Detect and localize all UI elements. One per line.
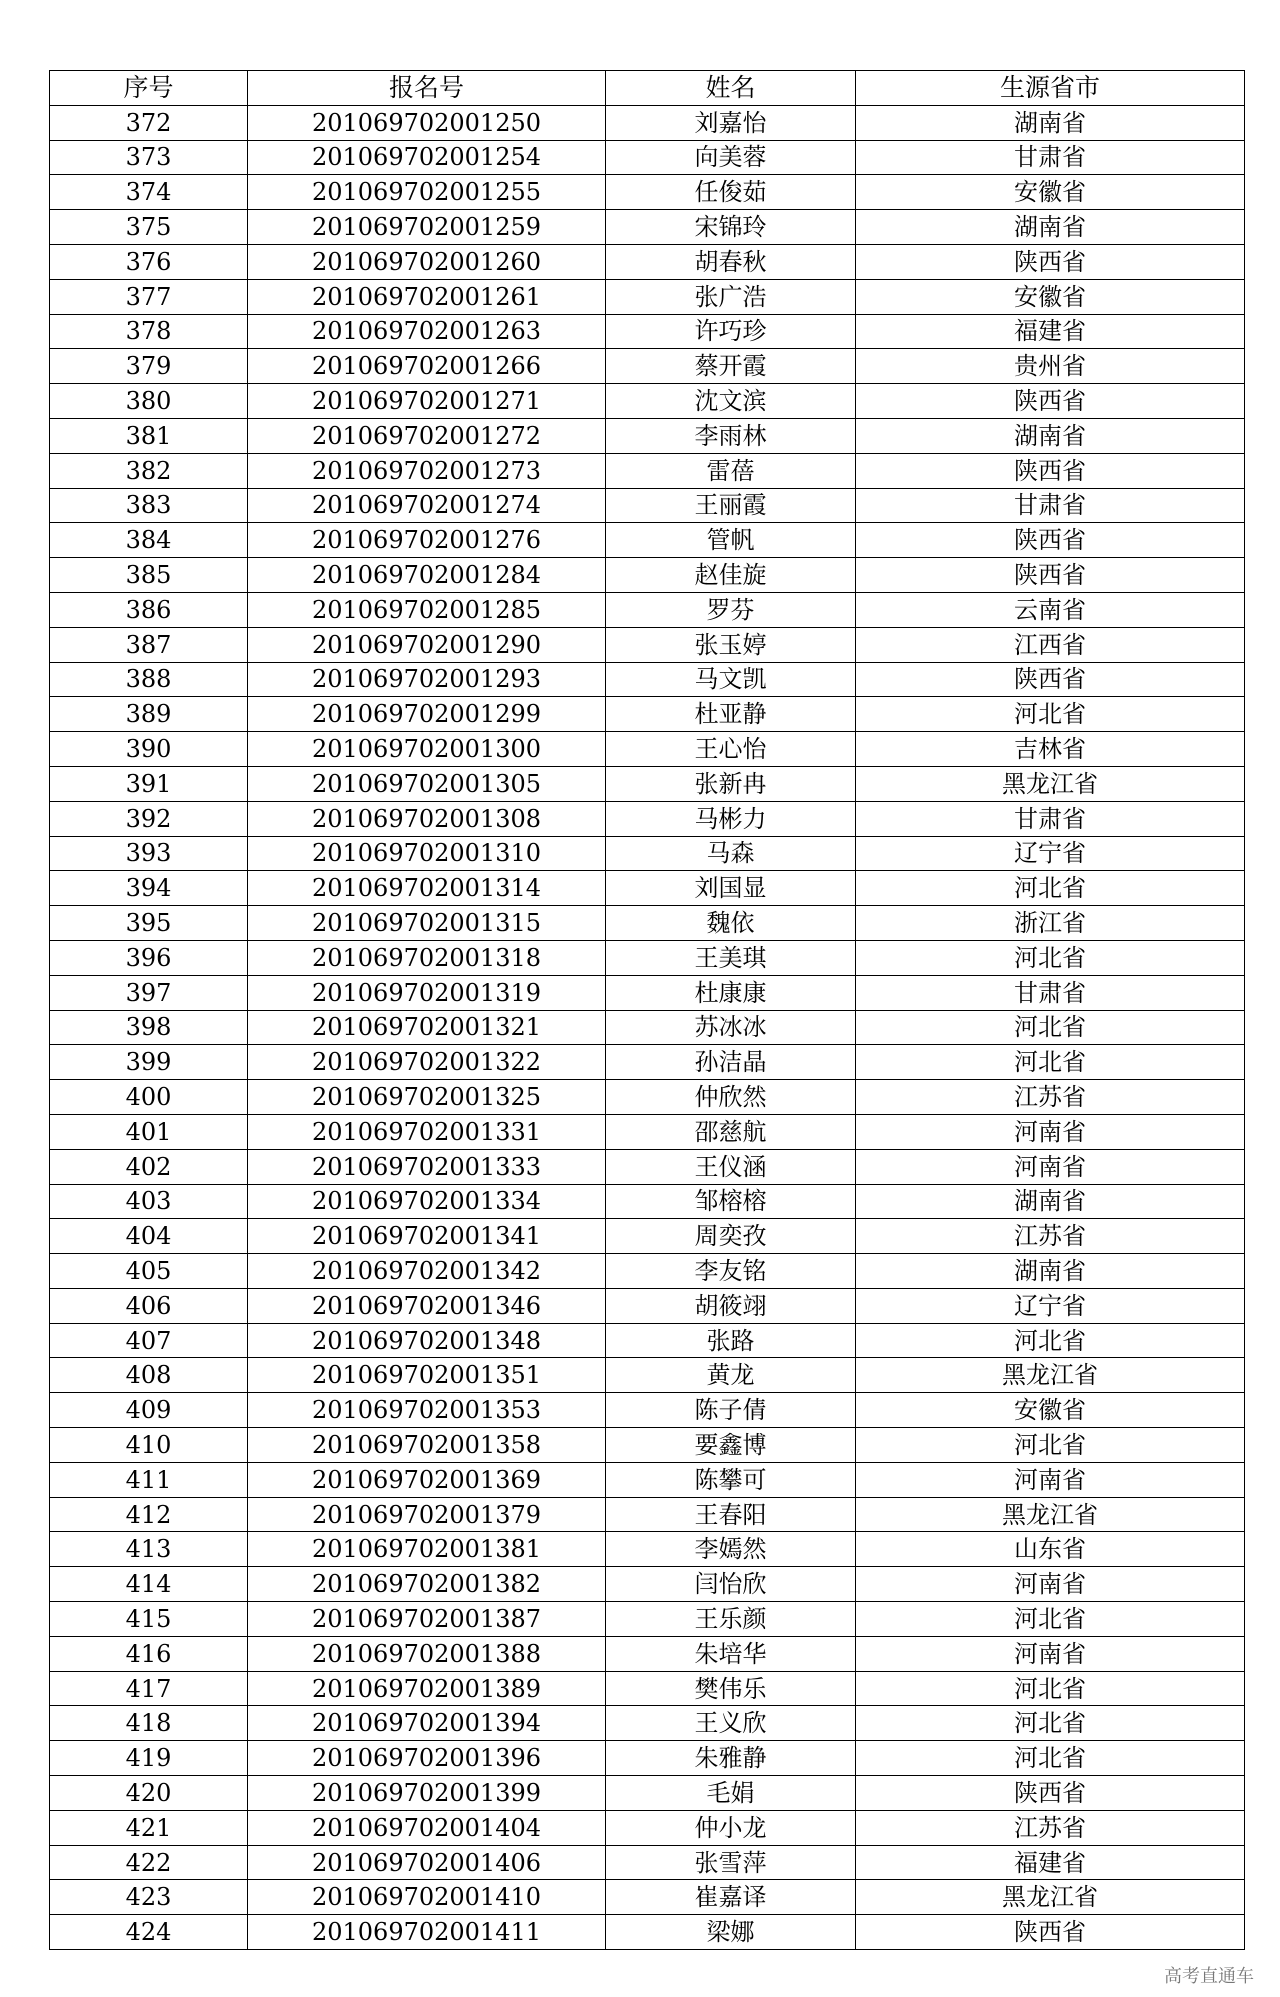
cell-name: 雷蓓 <box>606 453 856 488</box>
table-row <box>50 453 1245 488</box>
cell-seq: 422 <box>50 1845 248 1880</box>
cell-name: 蔡开霞 <box>606 349 856 384</box>
cell-name: 张玉婷 <box>606 627 856 662</box>
cell-province: 浙江省 <box>856 906 1245 941</box>
cell-name: 邹榕榕 <box>606 1184 856 1219</box>
table-row <box>50 279 1245 314</box>
table-row <box>50 558 1245 593</box>
cell-name: 王乐颜 <box>606 1602 856 1637</box>
cell-name: 赵佳旋 <box>606 558 856 593</box>
cell-registration-number: 201069702001348 <box>248 1323 606 1358</box>
cell-registration-number: 201069702001263 <box>248 314 606 349</box>
cell-registration-number: 201069702001396 <box>248 1741 606 1776</box>
cell-registration-number: 201069702001351 <box>248 1358 606 1393</box>
cell-name: 马彬力 <box>606 801 856 836</box>
cell-province: 辽宁省 <box>856 1288 1245 1323</box>
cell-registration-number: 201069702001315 <box>248 906 606 941</box>
cell-name: 胡筱翊 <box>606 1288 856 1323</box>
cell-province: 湖南省 <box>856 1184 1245 1219</box>
cell-seq: 372 <box>50 105 248 140</box>
table-row <box>50 1741 1245 1776</box>
table-row <box>50 1358 1245 1393</box>
cell-seq: 392 <box>50 801 248 836</box>
cell-province: 黑龙江省 <box>856 1358 1245 1393</box>
table-row <box>50 1671 1245 1706</box>
cell-province: 陕西省 <box>856 1915 1245 1950</box>
table-row <box>50 1880 1245 1915</box>
cell-name: 孙洁晶 <box>606 1045 856 1080</box>
cell-province: 河南省 <box>856 1636 1245 1671</box>
cell-registration-number: 201069702001353 <box>248 1393 606 1428</box>
cell-registration-number: 201069702001379 <box>248 1497 606 1532</box>
cell-name: 刘国显 <box>606 871 856 906</box>
cell-seq: 423 <box>50 1880 248 1915</box>
table-row <box>50 1636 1245 1671</box>
cell-registration-number: 201069702001322 <box>248 1045 606 1080</box>
cell-province: 河北省 <box>856 1602 1245 1637</box>
cell-province: 河北省 <box>856 1671 1245 1706</box>
cell-name: 刘嘉怡 <box>606 105 856 140</box>
cell-province: 甘肃省 <box>856 801 1245 836</box>
cell-seq: 379 <box>50 349 248 384</box>
cell-name: 毛娟 <box>606 1776 856 1811</box>
cell-name: 马文凯 <box>606 662 856 697</box>
cell-province: 河南省 <box>856 1567 1245 1602</box>
cell-seq: 404 <box>50 1219 248 1254</box>
table-row <box>50 1184 1245 1219</box>
cell-province: 江苏省 <box>856 1219 1245 1254</box>
cell-registration-number: 201069702001299 <box>248 697 606 732</box>
table-row <box>50 105 1245 140</box>
cell-seq: 380 <box>50 384 248 419</box>
cell-province: 黑龙江省 <box>856 766 1245 801</box>
header-row <box>50 71 1245 106</box>
cell-name: 周奕孜 <box>606 1219 856 1254</box>
cell-province: 河南省 <box>856 1462 1245 1497</box>
cell-name: 樊伟乐 <box>606 1671 856 1706</box>
cell-province: 陕西省 <box>856 244 1245 279</box>
cell-registration-number: 201069702001274 <box>248 488 606 523</box>
cell-seq: 410 <box>50 1428 248 1463</box>
cell-name: 许巧珍 <box>606 314 856 349</box>
cell-seq: 373 <box>50 140 248 175</box>
table-row <box>50 210 1245 245</box>
header-province: 生源省市 <box>856 71 1245 106</box>
cell-registration-number: 201069702001318 <box>248 940 606 975</box>
cell-seq: 406 <box>50 1288 248 1323</box>
cell-province: 辽宁省 <box>856 836 1245 871</box>
cell-province: 福建省 <box>856 314 1245 349</box>
cell-registration-number: 201069702001259 <box>248 210 606 245</box>
cell-registration-number: 201069702001260 <box>248 244 606 279</box>
cell-seq: 415 <box>50 1602 248 1637</box>
cell-seq: 382 <box>50 453 248 488</box>
table-row <box>50 1288 1245 1323</box>
cell-seq: 384 <box>50 523 248 558</box>
table-row <box>50 1080 1245 1115</box>
table-row <box>50 1845 1245 1880</box>
table-row <box>50 418 1245 453</box>
cell-registration-number: 201069702001273 <box>248 453 606 488</box>
cell-registration-number: 201069702001305 <box>248 766 606 801</box>
cell-registration-number: 201069702001261 <box>248 279 606 314</box>
cell-seq: 381 <box>50 418 248 453</box>
cell-province: 河北省 <box>856 697 1245 732</box>
cell-registration-number: 201069702001314 <box>248 871 606 906</box>
table-row <box>50 314 1245 349</box>
cell-registration-number: 201069702001411 <box>248 1915 606 1950</box>
cell-province: 贵州省 <box>856 349 1245 384</box>
cell-name: 罗芬 <box>606 592 856 627</box>
cell-name: 胡春秋 <box>606 244 856 279</box>
table-row <box>50 384 1245 419</box>
cell-province: 河北省 <box>856 1741 1245 1776</box>
table-row <box>50 1567 1245 1602</box>
table-row <box>50 1323 1245 1358</box>
cell-province: 安徽省 <box>856 175 1245 210</box>
cell-seq: 408 <box>50 1358 248 1393</box>
cell-registration-number: 201069702001284 <box>248 558 606 593</box>
cell-seq: 388 <box>50 662 248 697</box>
cell-province: 山东省 <box>856 1532 1245 1567</box>
cell-province: 河北省 <box>856 1323 1245 1358</box>
cell-name: 朱培华 <box>606 1636 856 1671</box>
cell-seq: 397 <box>50 975 248 1010</box>
cell-registration-number: 201069702001389 <box>248 1671 606 1706</box>
table-row <box>50 1602 1245 1637</box>
table-row <box>50 871 1245 906</box>
cell-name: 向美蓉 <box>606 140 856 175</box>
table-row <box>50 801 1245 836</box>
cell-seq: 377 <box>50 279 248 314</box>
cell-name: 魏依 <box>606 906 856 941</box>
cell-name: 邵慈航 <box>606 1114 856 1149</box>
cell-seq: 395 <box>50 906 248 941</box>
cell-seq: 398 <box>50 1010 248 1045</box>
cell-registration-number: 201069702001276 <box>248 523 606 558</box>
cell-name: 陈攀可 <box>606 1462 856 1497</box>
cell-name: 苏冰冰 <box>606 1010 856 1045</box>
cell-registration-number: 201069702001342 <box>248 1254 606 1289</box>
cell-name: 沈文滨 <box>606 384 856 419</box>
cell-name: 仲小龙 <box>606 1810 856 1845</box>
cell-registration-number: 201069702001266 <box>248 349 606 384</box>
cell-seq: 418 <box>50 1706 248 1741</box>
header-registration-number: 报名号 <box>248 71 606 106</box>
header-seq: 序号 <box>50 71 248 106</box>
cell-registration-number: 201069702001290 <box>248 627 606 662</box>
cell-province: 陕西省 <box>856 558 1245 593</box>
cell-province: 安徽省 <box>856 279 1245 314</box>
table-row <box>50 175 1245 210</box>
cell-name: 闫怡欣 <box>606 1567 856 1602</box>
cell-registration-number: 201069702001325 <box>248 1080 606 1115</box>
cell-province: 湖南省 <box>856 210 1245 245</box>
table-row <box>50 1254 1245 1289</box>
cell-registration-number: 201069702001308 <box>248 801 606 836</box>
cell-seq: 420 <box>50 1776 248 1811</box>
table-row <box>50 697 1245 732</box>
cell-registration-number: 201069702001334 <box>248 1184 606 1219</box>
table-row <box>50 1393 1245 1428</box>
cell-seq: 405 <box>50 1254 248 1289</box>
cell-registration-number: 201069702001293 <box>248 662 606 697</box>
cell-registration-number: 201069702001369 <box>248 1462 606 1497</box>
cell-seq: 385 <box>50 558 248 593</box>
cell-name: 张路 <box>606 1323 856 1358</box>
cell-seq: 411 <box>50 1462 248 1497</box>
cell-registration-number: 201069702001319 <box>248 975 606 1010</box>
cell-registration-number: 201069702001285 <box>248 592 606 627</box>
cell-province: 陕西省 <box>856 384 1245 419</box>
table-row <box>50 1462 1245 1497</box>
table-row <box>50 1114 1245 1149</box>
cell-registration-number: 201069702001300 <box>248 732 606 767</box>
cell-name: 马森 <box>606 836 856 871</box>
cell-registration-number: 201069702001341 <box>248 1219 606 1254</box>
cell-seq: 396 <box>50 940 248 975</box>
cell-province: 陕西省 <box>856 453 1245 488</box>
cell-name: 李雨林 <box>606 418 856 453</box>
cell-name: 王仪涵 <box>606 1149 856 1184</box>
table-row <box>50 836 1245 871</box>
cell-seq: 391 <box>50 766 248 801</box>
table-row <box>50 1428 1245 1463</box>
cell-province: 黑龙江省 <box>856 1880 1245 1915</box>
table-row <box>50 523 1245 558</box>
cell-province: 甘肃省 <box>856 488 1245 523</box>
cell-registration-number: 201069702001387 <box>248 1602 606 1637</box>
cell-name: 杜亚静 <box>606 697 856 732</box>
cell-seq: 383 <box>50 488 248 523</box>
cell-registration-number: 201069702001394 <box>248 1706 606 1741</box>
cell-name: 朱雅静 <box>606 1741 856 1776</box>
cell-province: 云南省 <box>856 592 1245 627</box>
cell-registration-number: 201069702001382 <box>248 1567 606 1602</box>
cell-registration-number: 201069702001333 <box>248 1149 606 1184</box>
cell-seq: 393 <box>50 836 248 871</box>
cell-seq: 414 <box>50 1567 248 1602</box>
table-row <box>50 1149 1245 1184</box>
table-row <box>50 940 1245 975</box>
cell-seq: 416 <box>50 1636 248 1671</box>
cell-name: 管帆 <box>606 523 856 558</box>
cell-name: 王义欣 <box>606 1706 856 1741</box>
cell-province: 河北省 <box>856 940 1245 975</box>
cell-province: 福建省 <box>856 1845 1245 1880</box>
cell-name: 仲欣然 <box>606 1080 856 1115</box>
cell-name: 李友铭 <box>606 1254 856 1289</box>
cell-name: 王美琪 <box>606 940 856 975</box>
cell-province: 陕西省 <box>856 1776 1245 1811</box>
cell-province: 吉林省 <box>856 732 1245 767</box>
table-row <box>50 349 1245 384</box>
cell-province: 江苏省 <box>856 1810 1245 1845</box>
table-row <box>50 1532 1245 1567</box>
cell-seq: 375 <box>50 210 248 245</box>
cell-seq: 390 <box>50 732 248 767</box>
cell-name: 张雪萍 <box>606 1845 856 1880</box>
cell-registration-number: 201069702001250 <box>248 105 606 140</box>
cell-seq: 400 <box>50 1080 248 1115</box>
cell-registration-number: 201069702001254 <box>248 140 606 175</box>
cell-seq: 409 <box>50 1393 248 1428</box>
cell-registration-number: 201069702001321 <box>248 1010 606 1045</box>
cell-registration-number: 201069702001410 <box>248 1880 606 1915</box>
cell-name: 崔嘉译 <box>606 1880 856 1915</box>
cell-province: 陕西省 <box>856 662 1245 697</box>
cell-seq: 386 <box>50 592 248 627</box>
cell-registration-number: 201069702001406 <box>248 1845 606 1880</box>
cell-seq: 413 <box>50 1532 248 1567</box>
cell-seq: 421 <box>50 1810 248 1845</box>
cell-registration-number: 201069702001255 <box>248 175 606 210</box>
cell-registration-number: 201069702001381 <box>248 1532 606 1567</box>
cell-province: 河南省 <box>856 1114 1245 1149</box>
cell-name: 宋锦玲 <box>606 210 856 245</box>
table-row <box>50 766 1245 801</box>
cell-province: 江西省 <box>856 627 1245 662</box>
cell-province: 河北省 <box>856 1706 1245 1741</box>
table-row <box>50 1219 1245 1254</box>
cell-province: 甘肃省 <box>856 975 1245 1010</box>
table-row <box>50 975 1245 1010</box>
cell-seq: 387 <box>50 627 248 662</box>
cell-name: 杜康康 <box>606 975 856 1010</box>
cell-province: 河北省 <box>856 1010 1245 1045</box>
cell-seq: 401 <box>50 1114 248 1149</box>
cell-seq: 376 <box>50 244 248 279</box>
cell-province: 安徽省 <box>856 1393 1245 1428</box>
cell-registration-number: 201069702001358 <box>248 1428 606 1463</box>
cell-name: 张广浩 <box>606 279 856 314</box>
table-row <box>50 906 1245 941</box>
table-row <box>50 1010 1245 1045</box>
cell-province: 甘肃省 <box>856 140 1245 175</box>
cell-province: 河北省 <box>856 1428 1245 1463</box>
cell-province: 河北省 <box>856 1045 1245 1080</box>
cell-name: 王春阳 <box>606 1497 856 1532</box>
table-row <box>50 488 1245 523</box>
table-row <box>50 732 1245 767</box>
table-row <box>50 1706 1245 1741</box>
cell-seq: 403 <box>50 1184 248 1219</box>
table-row <box>50 1497 1245 1532</box>
cell-seq: 412 <box>50 1497 248 1532</box>
cell-seq: 389 <box>50 697 248 732</box>
cell-name: 李嫣然 <box>606 1532 856 1567</box>
cell-seq: 402 <box>50 1149 248 1184</box>
cell-name: 黄龙 <box>606 1358 856 1393</box>
cell-registration-number: 201069702001346 <box>248 1288 606 1323</box>
cell-name: 要鑫博 <box>606 1428 856 1463</box>
cell-province: 黑龙江省 <box>856 1497 1245 1532</box>
cell-registration-number: 201069702001272 <box>248 418 606 453</box>
cell-seq: 407 <box>50 1323 248 1358</box>
table-row <box>50 140 1245 175</box>
table-row <box>50 1915 1245 1950</box>
table-row <box>50 1776 1245 1811</box>
cell-province: 湖南省 <box>856 418 1245 453</box>
cell-name: 王丽霞 <box>606 488 856 523</box>
cell-name: 陈子倩 <box>606 1393 856 1428</box>
cell-province: 陕西省 <box>856 523 1245 558</box>
header-name: 姓名 <box>606 71 856 106</box>
cell-seq: 417 <box>50 1671 248 1706</box>
watermark-text: 高考直通车 <box>1164 1966 1254 1987</box>
cell-province: 河北省 <box>856 871 1245 906</box>
cell-province: 江苏省 <box>856 1080 1245 1115</box>
cell-name: 任俊茹 <box>606 175 856 210</box>
cell-seq: 378 <box>50 314 248 349</box>
cell-seq: 394 <box>50 871 248 906</box>
table-row <box>50 1045 1245 1080</box>
cell-name: 梁娜 <box>606 1915 856 1950</box>
table-row <box>50 1810 1245 1845</box>
cell-name: 王心怡 <box>606 732 856 767</box>
cell-province: 湖南省 <box>856 1254 1245 1289</box>
table-row <box>50 592 1245 627</box>
cell-registration-number: 201069702001331 <box>248 1114 606 1149</box>
cell-seq: 419 <box>50 1741 248 1776</box>
table-row <box>50 662 1245 697</box>
cell-registration-number: 201069702001399 <box>248 1776 606 1811</box>
cell-seq: 424 <box>50 1915 248 1950</box>
cell-registration-number: 201069702001388 <box>248 1636 606 1671</box>
table-row <box>50 627 1245 662</box>
cell-registration-number: 201069702001271 <box>248 384 606 419</box>
cell-registration-number: 201069702001310 <box>248 836 606 871</box>
cell-seq: 399 <box>50 1045 248 1080</box>
cell-seq: 374 <box>50 175 248 210</box>
table-row <box>50 244 1245 279</box>
cell-province: 湖南省 <box>856 105 1245 140</box>
cell-province: 河南省 <box>856 1149 1245 1184</box>
admission-list-table <box>49 70 1245 1950</box>
cell-registration-number: 201069702001404 <box>248 1810 606 1845</box>
cell-name: 张新冉 <box>606 766 856 801</box>
